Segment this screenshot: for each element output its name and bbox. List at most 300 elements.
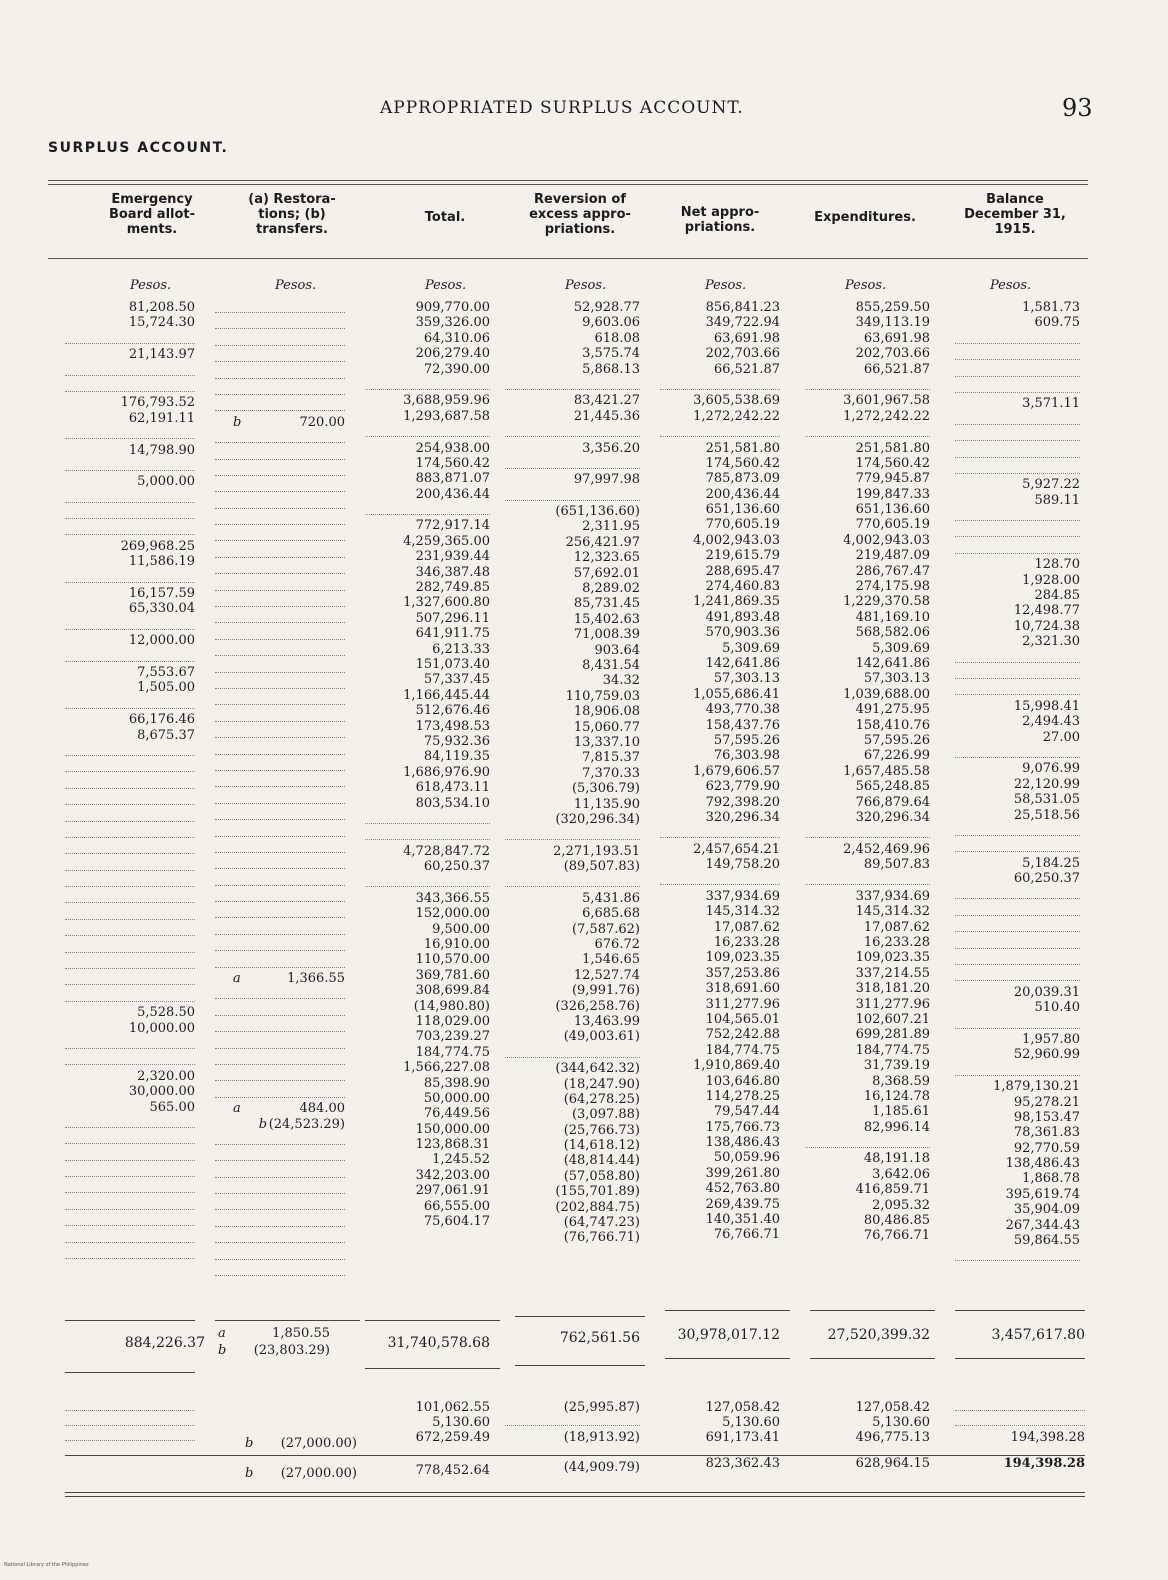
net-cell: 1,055,686.41 — [693, 686, 780, 702]
expenditures-cell: 1,657,485.58 — [843, 763, 930, 779]
restorations-cell — [215, 627, 345, 640]
net-cell — [660, 872, 780, 885]
total-cell: 72,390.00 — [423, 361, 490, 377]
lower-net-cell: 5,130.60 — [722, 1415, 780, 1430]
expenditures-cell — [805, 872, 930, 885]
net-cell: 274,460.83 — [705, 579, 780, 595]
total-cell: 1,686,976.90 — [403, 764, 490, 780]
total-cell: 803,534.10 — [415, 795, 490, 811]
restorations-cell — [215, 430, 345, 443]
reversion-cell: 2,271,193.51 — [553, 843, 640, 859]
restorations-cell — [215, 1165, 345, 1178]
balance-cell: 1,581.73 — [1022, 300, 1080, 315]
balance-cell — [955, 1248, 1080, 1261]
emergency-cell: 62,191.11 — [128, 410, 195, 426]
reversion-cell: 676.72 — [594, 937, 640, 953]
emergency-cell — [65, 874, 195, 887]
balance-cell: 589.11 — [1034, 492, 1080, 508]
emergency-cell — [65, 858, 195, 871]
restorations-cell — [215, 333, 345, 346]
balance-cell: 395,619.74 — [1005, 1186, 1080, 1202]
emergency-cell — [65, 841, 195, 854]
balance-cell — [955, 666, 1080, 679]
expenditures-cell: 174,560.42 — [855, 455, 930, 471]
emergency-cell — [65, 363, 195, 376]
balance-cell — [955, 1063, 1080, 1076]
section-title: SURPLUS ACCOUNT. — [48, 140, 229, 156]
total-cell: 618,473.11 — [415, 780, 490, 796]
total-a-value: 1,850.55 — [272, 1326, 330, 1341]
net-cell — [660, 424, 780, 437]
net-cell: 320,296.34 — [705, 809, 780, 825]
expenditures-cell: 320,296.34 — [855, 809, 930, 825]
restorations-cell — [215, 300, 345, 313]
emergency-cell — [65, 1180, 195, 1193]
restoration-cell — [215, 415, 345, 430]
emergency-cell — [65, 458, 195, 471]
reversion-cell: 5,431.86 — [582, 890, 640, 906]
emergency-cell — [65, 940, 195, 953]
lower-total-cell: 101,062.55 — [415, 1400, 490, 1415]
reversion-cell: 8,431.54 — [582, 657, 640, 673]
restorations-cell — [215, 1068, 345, 1081]
restorations-cell — [215, 463, 345, 476]
reversion-cell: 6,685.68 — [582, 906, 640, 922]
net-cell: 311,277.96 — [705, 996, 780, 1012]
balance-cell: 60,250.37 — [1013, 871, 1080, 887]
expenditures-cell: 318,181.20 — [855, 981, 930, 997]
total-cell: 772,917.14 — [415, 518, 490, 534]
restoration-cell — [215, 971, 345, 986]
column-restorations — [215, 300, 345, 1279]
expenditures-cell: 779,945.87 — [855, 471, 930, 487]
balance-cell — [955, 364, 1080, 377]
reversion-cell — [505, 377, 640, 390]
balance-cell — [955, 508, 1080, 521]
reversion-cell: (25,766.73) — [563, 1122, 640, 1138]
total-cell: 75,932.36 — [423, 733, 490, 749]
reversion-cell: (7,587.62) — [571, 921, 640, 937]
final-transfer: (27,000.00) — [280, 1466, 357, 1481]
total-cell — [365, 827, 490, 840]
reversion-cell: 15,060.77 — [573, 719, 640, 735]
net-cell: 792,398.20 — [705, 794, 780, 810]
reversion-cell: 110,759.03 — [565, 688, 640, 704]
total-under-rule — [515, 1365, 645, 1366]
total-cell: 909,770.00 — [415, 300, 490, 315]
expenditures-cell: 491,275.95 — [855, 702, 930, 718]
expenditures-cell: 416,859.71 — [855, 1182, 930, 1198]
expenditures-cell: 251,581.80 — [855, 440, 930, 456]
net-cell: 1,910,869.40 — [693, 1058, 780, 1074]
restorations-cell — [215, 742, 345, 755]
total-cell: 883,871.07 — [415, 471, 490, 487]
net-cell: 17,087.62 — [713, 919, 780, 935]
expenditures-cell — [805, 825, 930, 838]
expenditures-cell: 568,582.06 — [855, 625, 930, 641]
emergency-cell: 66,176.46 — [128, 712, 195, 728]
total-rule — [515, 1316, 645, 1317]
balance-cell — [955, 745, 1080, 758]
net-cell: 288,695.47 — [705, 563, 780, 579]
total-cell: 75,604.17 — [423, 1214, 490, 1230]
total-cell: 282,749.85 — [415, 580, 490, 596]
net-cell: 202,703.66 — [705, 346, 780, 362]
header-rule — [48, 258, 1088, 259]
balance-cell: 2,321.30 — [1022, 634, 1080, 650]
net-cell: 1,272,242.22 — [693, 408, 780, 424]
expenditures-cell: 8,368.59 — [872, 1073, 930, 1089]
total-expenditures: 27,520,399.32 — [827, 1327, 930, 1343]
emergency-cell — [65, 972, 195, 985]
expenditures-cell: 1,229,370.58 — [843, 594, 930, 610]
restorations-cell — [215, 807, 345, 820]
balance-cell — [955, 428, 1080, 441]
emergency-cell — [65, 792, 195, 805]
balance-cell: 27.00 — [1042, 729, 1080, 745]
lower-emergency-cell — [65, 1400, 195, 1411]
reversion-cell — [505, 827, 640, 840]
balance-cell: 5,184.25 — [1022, 855, 1080, 871]
lower-reversion-cell: (18,913.92) — [563, 1430, 640, 1445]
balance-cell: 609.75 — [1034, 315, 1080, 331]
expenditures-cell: 57,303.13 — [863, 671, 930, 687]
emergency-cell — [65, 1036, 195, 1049]
emergency-cell — [65, 506, 195, 519]
restorations-cell — [215, 774, 345, 787]
restorations-cell — [215, 316, 345, 329]
balance-cell — [955, 886, 1080, 899]
total-under-rule — [365, 1368, 500, 1369]
emergency-cell: 8,675.37 — [137, 727, 195, 743]
lower-balance-cell — [955, 1415, 1085, 1426]
reversion-cell — [505, 456, 640, 469]
lower-reversion-cell: (25,995.87) — [563, 1400, 640, 1415]
reversion-cell: (3,097.88) — [571, 1107, 640, 1123]
restorations-cell — [215, 840, 345, 853]
reversion-cell: 18,906.08 — [573, 704, 640, 720]
balance-cell — [955, 412, 1080, 425]
total-cell: 84,119.35 — [423, 749, 490, 765]
expenditures-cell: 48,191.18 — [863, 1151, 930, 1167]
reversion-cell — [505, 874, 640, 887]
net-cell: 3,605,538.69 — [693, 393, 780, 409]
restorations-cell — [215, 1263, 345, 1276]
restorations-cell — [215, 512, 345, 525]
balance-cell — [955, 682, 1080, 695]
restorations-cell — [215, 447, 345, 460]
expenditures-cell: 66,521.87 — [863, 361, 930, 377]
total-emergency: 884,226.37 — [124, 1335, 205, 1351]
emergency-cell — [65, 1246, 195, 1259]
lower-expenditures-cell: 496,775.13 — [855, 1430, 930, 1445]
reversion-cell: 3,575.74 — [582, 346, 640, 362]
emergency-cell — [65, 617, 195, 630]
restorations-cell — [215, 594, 345, 607]
reversion-cell: 52,928.77 — [573, 300, 640, 315]
restorations-cell — [215, 545, 345, 558]
emergency-cell — [65, 1164, 195, 1177]
restorations-cell — [215, 709, 345, 722]
expenditures-cell: 202,703.66 — [855, 346, 930, 362]
restorations-cell — [215, 496, 345, 509]
balance-cell — [955, 1016, 1080, 1029]
balance-cell: 52,960.99 — [1013, 1047, 1080, 1063]
emergency-cell — [65, 743, 195, 756]
restoration-value: 484.00 — [299, 1101, 345, 1117]
col-header-reversion: Reversion of excess appro- priations. — [529, 192, 631, 237]
expenditures-cell: 1,039,688.00 — [843, 686, 930, 702]
reversion-cell: 5,868.13 — [582, 361, 640, 377]
emergency-cell: 269,968.25 — [120, 538, 195, 554]
net-cell: 138,486.43 — [705, 1135, 780, 1151]
total-cell: 1,166,445.44 — [403, 687, 490, 703]
expenditures-cell: 89,507.83 — [863, 857, 930, 873]
balance-cell: 98,153.47 — [1013, 1109, 1080, 1125]
total-cell: 297,061.91 — [415, 1183, 490, 1199]
emergency-cell: 15,724.30 — [128, 315, 195, 331]
restorations-cell — [215, 349, 345, 362]
footer-credit: National Library of the Philippines — [4, 1562, 89, 1568]
emergency-cell — [65, 331, 195, 344]
final-balance: 194,398.28 — [1003, 1456, 1085, 1471]
emergency-cell: 565.00 — [149, 1099, 195, 1115]
balance-cell: 1,957.80 — [1022, 1031, 1080, 1047]
emergency-cell: 7,553.67 — [137, 664, 195, 680]
total-balance: 3,457,617.80 — [991, 1327, 1085, 1343]
final-net: 823,362.43 — [705, 1456, 780, 1471]
balance-cell — [955, 524, 1080, 537]
col-header-total: Total. — [424, 210, 466, 225]
net-cell: 5,309.69 — [722, 640, 780, 656]
reversion-cell: (14,618.12) — [563, 1138, 640, 1154]
column-balance — [955, 300, 1080, 1265]
emergency-cell — [65, 426, 195, 439]
net-cell: 493,770.38 — [705, 702, 780, 718]
balance-cell: 22,120.99 — [1013, 776, 1080, 792]
total-cell: 110,570.00 — [415, 952, 490, 968]
balance-cell: 510.40 — [1034, 1000, 1080, 1016]
total-cell: 64,310.06 — [423, 330, 490, 346]
total-cell: 369,781.60 — [415, 967, 490, 983]
lower-emergency-cell — [65, 1415, 195, 1426]
expenditures-cell: 3,601,967.58 — [843, 393, 930, 409]
restoration-letter: b — [258, 1116, 268, 1132]
total-net: 30,978,017.12 — [677, 1327, 780, 1343]
net-cell: 318,691.60 — [705, 981, 780, 997]
restorations-cell — [215, 366, 345, 379]
balance-cell: 35,904.09 — [1013, 1202, 1080, 1218]
net-cell: 16,233.28 — [713, 935, 780, 951]
emergency-cell: 5,000.00 — [137, 474, 195, 490]
total-b-letter: b — [218, 1343, 227, 1358]
lower-balance-cell — [955, 1400, 1085, 1411]
balance-cell — [955, 903, 1080, 916]
reversion-cell: 2,311.95 — [582, 519, 640, 535]
net-cell: 452,763.80 — [705, 1181, 780, 1197]
net-cell: 200,436.44 — [705, 486, 780, 502]
lower-total-cell: 5,130.60 — [432, 1415, 490, 1430]
total-cell: 66,555.00 — [423, 1198, 490, 1214]
balance-cell: 2,494.43 — [1022, 714, 1080, 730]
total-total: 31,740,578.68 — [387, 1335, 490, 1351]
final-reversion: (44,909.79) — [563, 1460, 640, 1475]
reversion-cell: 12,323.65 — [573, 550, 640, 566]
expenditures-cell: 274,175.98 — [855, 579, 930, 595]
unit-label: Pesos. — [425, 278, 467, 293]
balance-cell: 1,928.00 — [1022, 572, 1080, 588]
expenditures-cell: 158,410.76 — [855, 717, 930, 733]
net-cell: 104,565.01 — [705, 1011, 780, 1027]
restorations-cell — [215, 692, 345, 705]
emergency-cell: 10,000.00 — [128, 1020, 195, 1036]
total-under-rule — [955, 1358, 1085, 1359]
restoration-cell — [215, 1117, 345, 1132]
lower-total-cell: 672,259.49 — [415, 1430, 490, 1445]
bottom-rule-2 — [65, 1496, 1085, 1497]
total-cell: 60,250.37 — [423, 859, 490, 875]
total-cell: 174,560.42 — [415, 455, 490, 471]
total-cell: 152,000.00 — [415, 906, 490, 922]
balance-cell — [955, 347, 1080, 360]
reversion-cell: (48,814.44) — [563, 1153, 640, 1169]
total-cell: 206,279.40 — [415, 346, 490, 362]
expenditures-cell: 184,774.75 — [855, 1042, 930, 1058]
expenditures-cell: 1,185.61 — [872, 1104, 930, 1120]
expenditures-cell: 17,087.62 — [863, 919, 930, 935]
emergency-cell — [65, 649, 195, 662]
emergency-cell — [65, 379, 195, 392]
lower-transfer-letter: b — [245, 1436, 254, 1451]
balance-cell: 3,571.11 — [1022, 396, 1080, 412]
expenditures-cell — [805, 424, 930, 437]
total-b-value: (23,803.29) — [253, 1343, 330, 1358]
emergency-cell — [65, 989, 195, 1002]
restorations-cell — [215, 725, 345, 738]
total-cell: 57,337.45 — [423, 672, 490, 688]
restoration-value: 1,366.55 — [287, 971, 345, 987]
total-cell: 85,398.90 — [423, 1075, 490, 1091]
net-cell — [660, 377, 780, 390]
total-rule — [65, 1320, 195, 1321]
emergency-cell — [65, 1213, 195, 1226]
balance-cell — [955, 380, 1080, 393]
bottom-rule — [65, 1492, 1085, 1493]
total-cell: 150,000.00 — [415, 1121, 490, 1137]
net-cell: 140,351.40 — [705, 1212, 780, 1228]
total-cell: 346,387.48 — [415, 564, 490, 580]
restorations-cell — [215, 1230, 345, 1243]
net-cell: 158,437.76 — [705, 717, 780, 733]
balance-cell: 15,998.41 — [1013, 698, 1080, 714]
net-cell: 109,023.35 — [705, 950, 780, 966]
final-total: 778,452.64 — [415, 1463, 490, 1478]
net-cell: 349,722.94 — [705, 315, 780, 331]
net-cell: 57,303.13 — [713, 671, 780, 687]
reversion-cell: 12,527.74 — [573, 967, 640, 983]
emergency-cell — [65, 696, 195, 709]
net-cell: 174,560.42 — [705, 455, 780, 471]
expenditures-cell: 67,226.99 — [863, 748, 930, 764]
emergency-cell: 5,528.50 — [137, 1005, 195, 1021]
reversion-cell: (320,296.34) — [555, 811, 640, 827]
unit-label: Pesos. — [990, 278, 1032, 293]
reversion-cell: 9,603.06 — [582, 315, 640, 331]
col-header-emergency: Emergency Board allot- ments. — [108, 192, 196, 237]
reversion-cell: (49,003.61) — [563, 1029, 640, 1045]
restorations-cell — [215, 791, 345, 804]
restoration-value: (24,523.29) — [268, 1116, 345, 1132]
net-cell: 63,691.98 — [713, 330, 780, 346]
reversion-cell — [505, 488, 640, 501]
balance-cell: 59,864.55 — [1013, 1233, 1080, 1249]
lower-net-cell: 691,173.41 — [705, 1430, 780, 1445]
emergency-cell — [65, 490, 195, 503]
expenditures-cell: 481,169.10 — [855, 609, 930, 625]
emergency-cell: 11,586.19 — [128, 554, 195, 570]
lower-net-cell: 127,058.42 — [705, 1400, 780, 1415]
total-rule — [810, 1310, 935, 1311]
reversion-cell: 11,135.90 — [573, 796, 640, 812]
restorations-cell — [215, 955, 345, 968]
restoration-value: 720.00 — [299, 414, 345, 430]
restorations-cell — [215, 1003, 345, 1016]
expenditures-cell: 699,281.89 — [855, 1027, 930, 1043]
lower-balance-cell: 194,398.28 — [1010, 1430, 1085, 1445]
total-cell: 6,213.33 — [432, 641, 490, 657]
lower-reversion-cell — [505, 1415, 640, 1426]
top-rule-2 — [48, 184, 1088, 185]
restorations-cell — [215, 938, 345, 951]
expenditures-cell: 651,136.60 — [855, 502, 930, 518]
reversion-cell: 13,337.10 — [573, 734, 640, 750]
expenditures-cell: 337,214.55 — [855, 965, 930, 981]
net-cell: 50,059.96 — [713, 1150, 780, 1166]
emergency-cell — [65, 907, 195, 920]
net-cell: 752,242.88 — [705, 1027, 780, 1043]
net-cell: 142,641.86 — [705, 655, 780, 671]
top-rule — [48, 180, 1088, 181]
emergency-cell — [65, 956, 195, 969]
balance-cell — [955, 839, 1080, 852]
column-reversion — [505, 300, 640, 1246]
expenditures-cell: 5,309.69 — [872, 640, 930, 656]
reversion-cell: 7,370.33 — [582, 765, 640, 781]
total-cell — [365, 377, 490, 390]
emergency-cell: 1,505.00 — [137, 680, 195, 696]
emergency-cell — [65, 570, 195, 583]
reversion-cell — [505, 1045, 640, 1058]
emergency-cell — [65, 1131, 195, 1144]
restorations-cell — [215, 986, 345, 999]
expenditures-cell: 76,766.71 — [863, 1228, 930, 1244]
emergency-cell: 65,330.04 — [128, 601, 195, 617]
balance-cell — [955, 952, 1080, 965]
emergency-cell: 12,000.00 — [128, 633, 195, 649]
restorations-cell — [215, 643, 345, 656]
balance-cell — [955, 968, 1080, 981]
balance-cell — [955, 919, 1080, 932]
reversion-cell: 83,421.27 — [573, 393, 640, 409]
total-cell — [365, 424, 490, 437]
total-cell: 123,868.31 — [415, 1137, 490, 1153]
restorations-cell — [215, 824, 345, 837]
restorations-cell — [215, 905, 345, 918]
net-cell: 770,605.19 — [705, 517, 780, 533]
col-header-balance: Balance December 31, 1915. — [964, 192, 1066, 237]
balance-cell: 12,498.77 — [1013, 603, 1080, 619]
restorations-cell — [215, 561, 345, 574]
